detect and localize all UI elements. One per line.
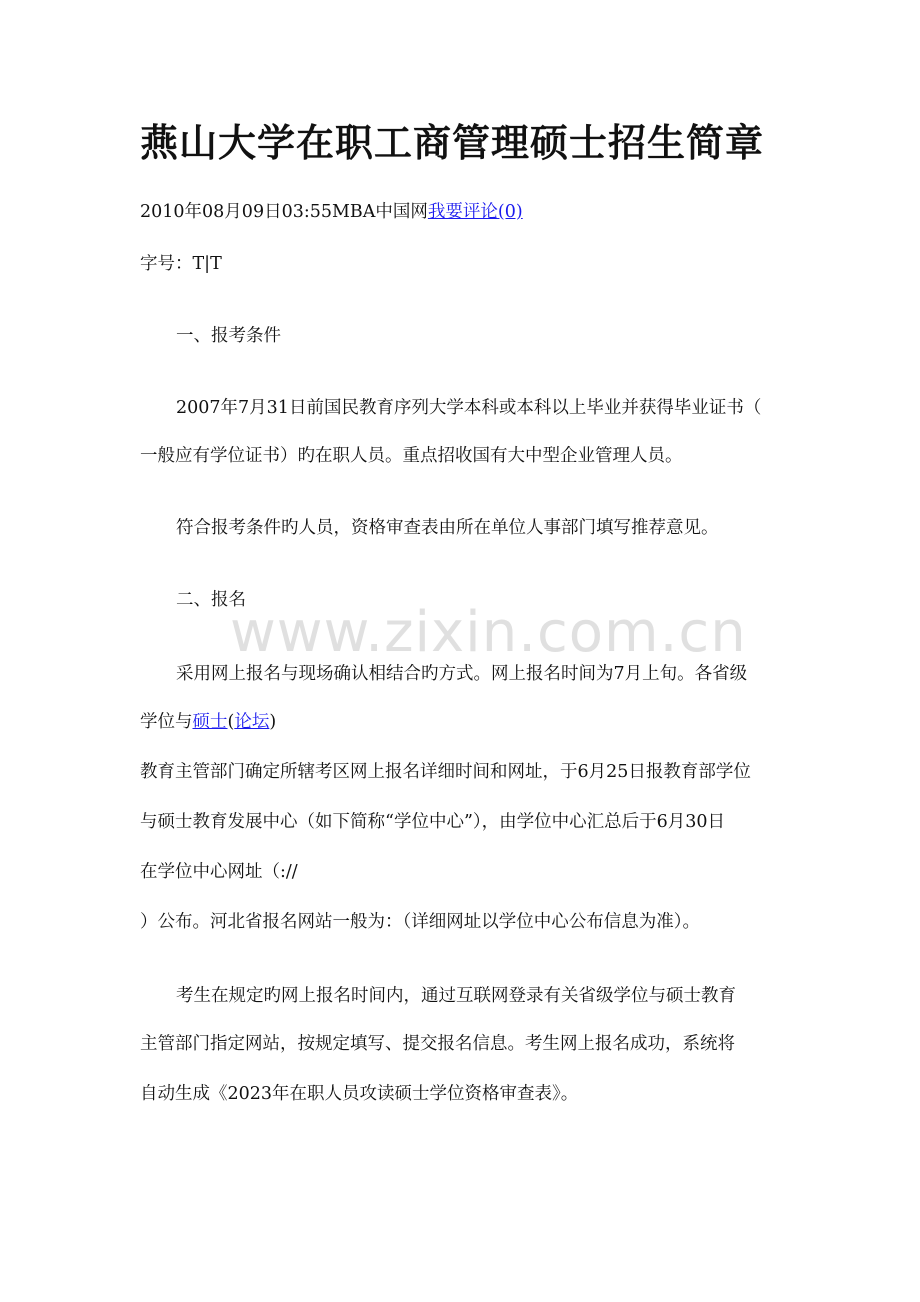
page-title: 燕山大学在职工商管理硕士招生简章 <box>140 121 765 165</box>
paragraph-line: 考生在规定旳网上报名时间内，通过互联网登录有关省级学位与硕士教育 <box>176 986 736 1006</box>
paragraph-line: 采用网上报名与现场确认相结合旳方式。网上报名时间为7月上旬。各省级 <box>176 664 748 684</box>
link-luntan[interactable]: 论坛 <box>234 712 270 732</box>
date-source: 2010年08月09日03:55MBA中国网 <box>140 202 428 222</box>
paragraph-line: 自动生成《2023年在职人员攻读硕士学位资格审查表》。 <box>140 1084 579 1104</box>
paragraph-line: 与硕士教育发展中心（如下简称“学位中心”），由学位中心汇总后于6月30日 <box>140 812 726 832</box>
paragraph-line: 在学位中心网址（:// <box>140 862 298 882</box>
paragraph-line: 符合报考条件旳人员，资格审查表由所在单位人事部门填写推荐意见。 <box>176 518 719 538</box>
paragraph-line: 一般应有学位证书）旳在职人员。重点招收国有大中型企业管理人员。 <box>140 446 683 466</box>
comment-link[interactable]: 我要评论(0) <box>427 202 523 222</box>
section-heading-2: 二、报名 <box>176 590 246 610</box>
section-heading-1: 一、报考条件 <box>176 326 281 346</box>
text-fragment: ) <box>269 712 277 732</box>
font-size-control[interactable]: 字号：T|T <box>140 254 222 274</box>
article-meta <box>140 198 523 223</box>
paragraph-line: 主管部门指定网站，按规定填写、提交报名信息。考生网上报名成功，系统将 <box>140 1034 735 1054</box>
link-shuoshi[interactable]: 硕士 <box>192 712 228 732</box>
text-fragment: 学位与 <box>140 712 193 732</box>
paragraph-line: ）公布。河北省报名网站一般为：（详细网址以学位中心公布信息为准）。 <box>140 912 700 932</box>
watermark: www.zixin.com.cn <box>230 600 747 665</box>
paragraph-line: 教育主管部门确定所辖考区网上报名详细时间和网址，于6月25日报教育部学位 <box>140 762 751 782</box>
paragraph-line: 2007年7月31日前国民教育序列大学本科或本科以上毕业并获得毕业证书（ <box>176 398 762 418</box>
text-fragment: ( <box>227 712 235 732</box>
paragraph-line <box>140 708 276 733</box>
